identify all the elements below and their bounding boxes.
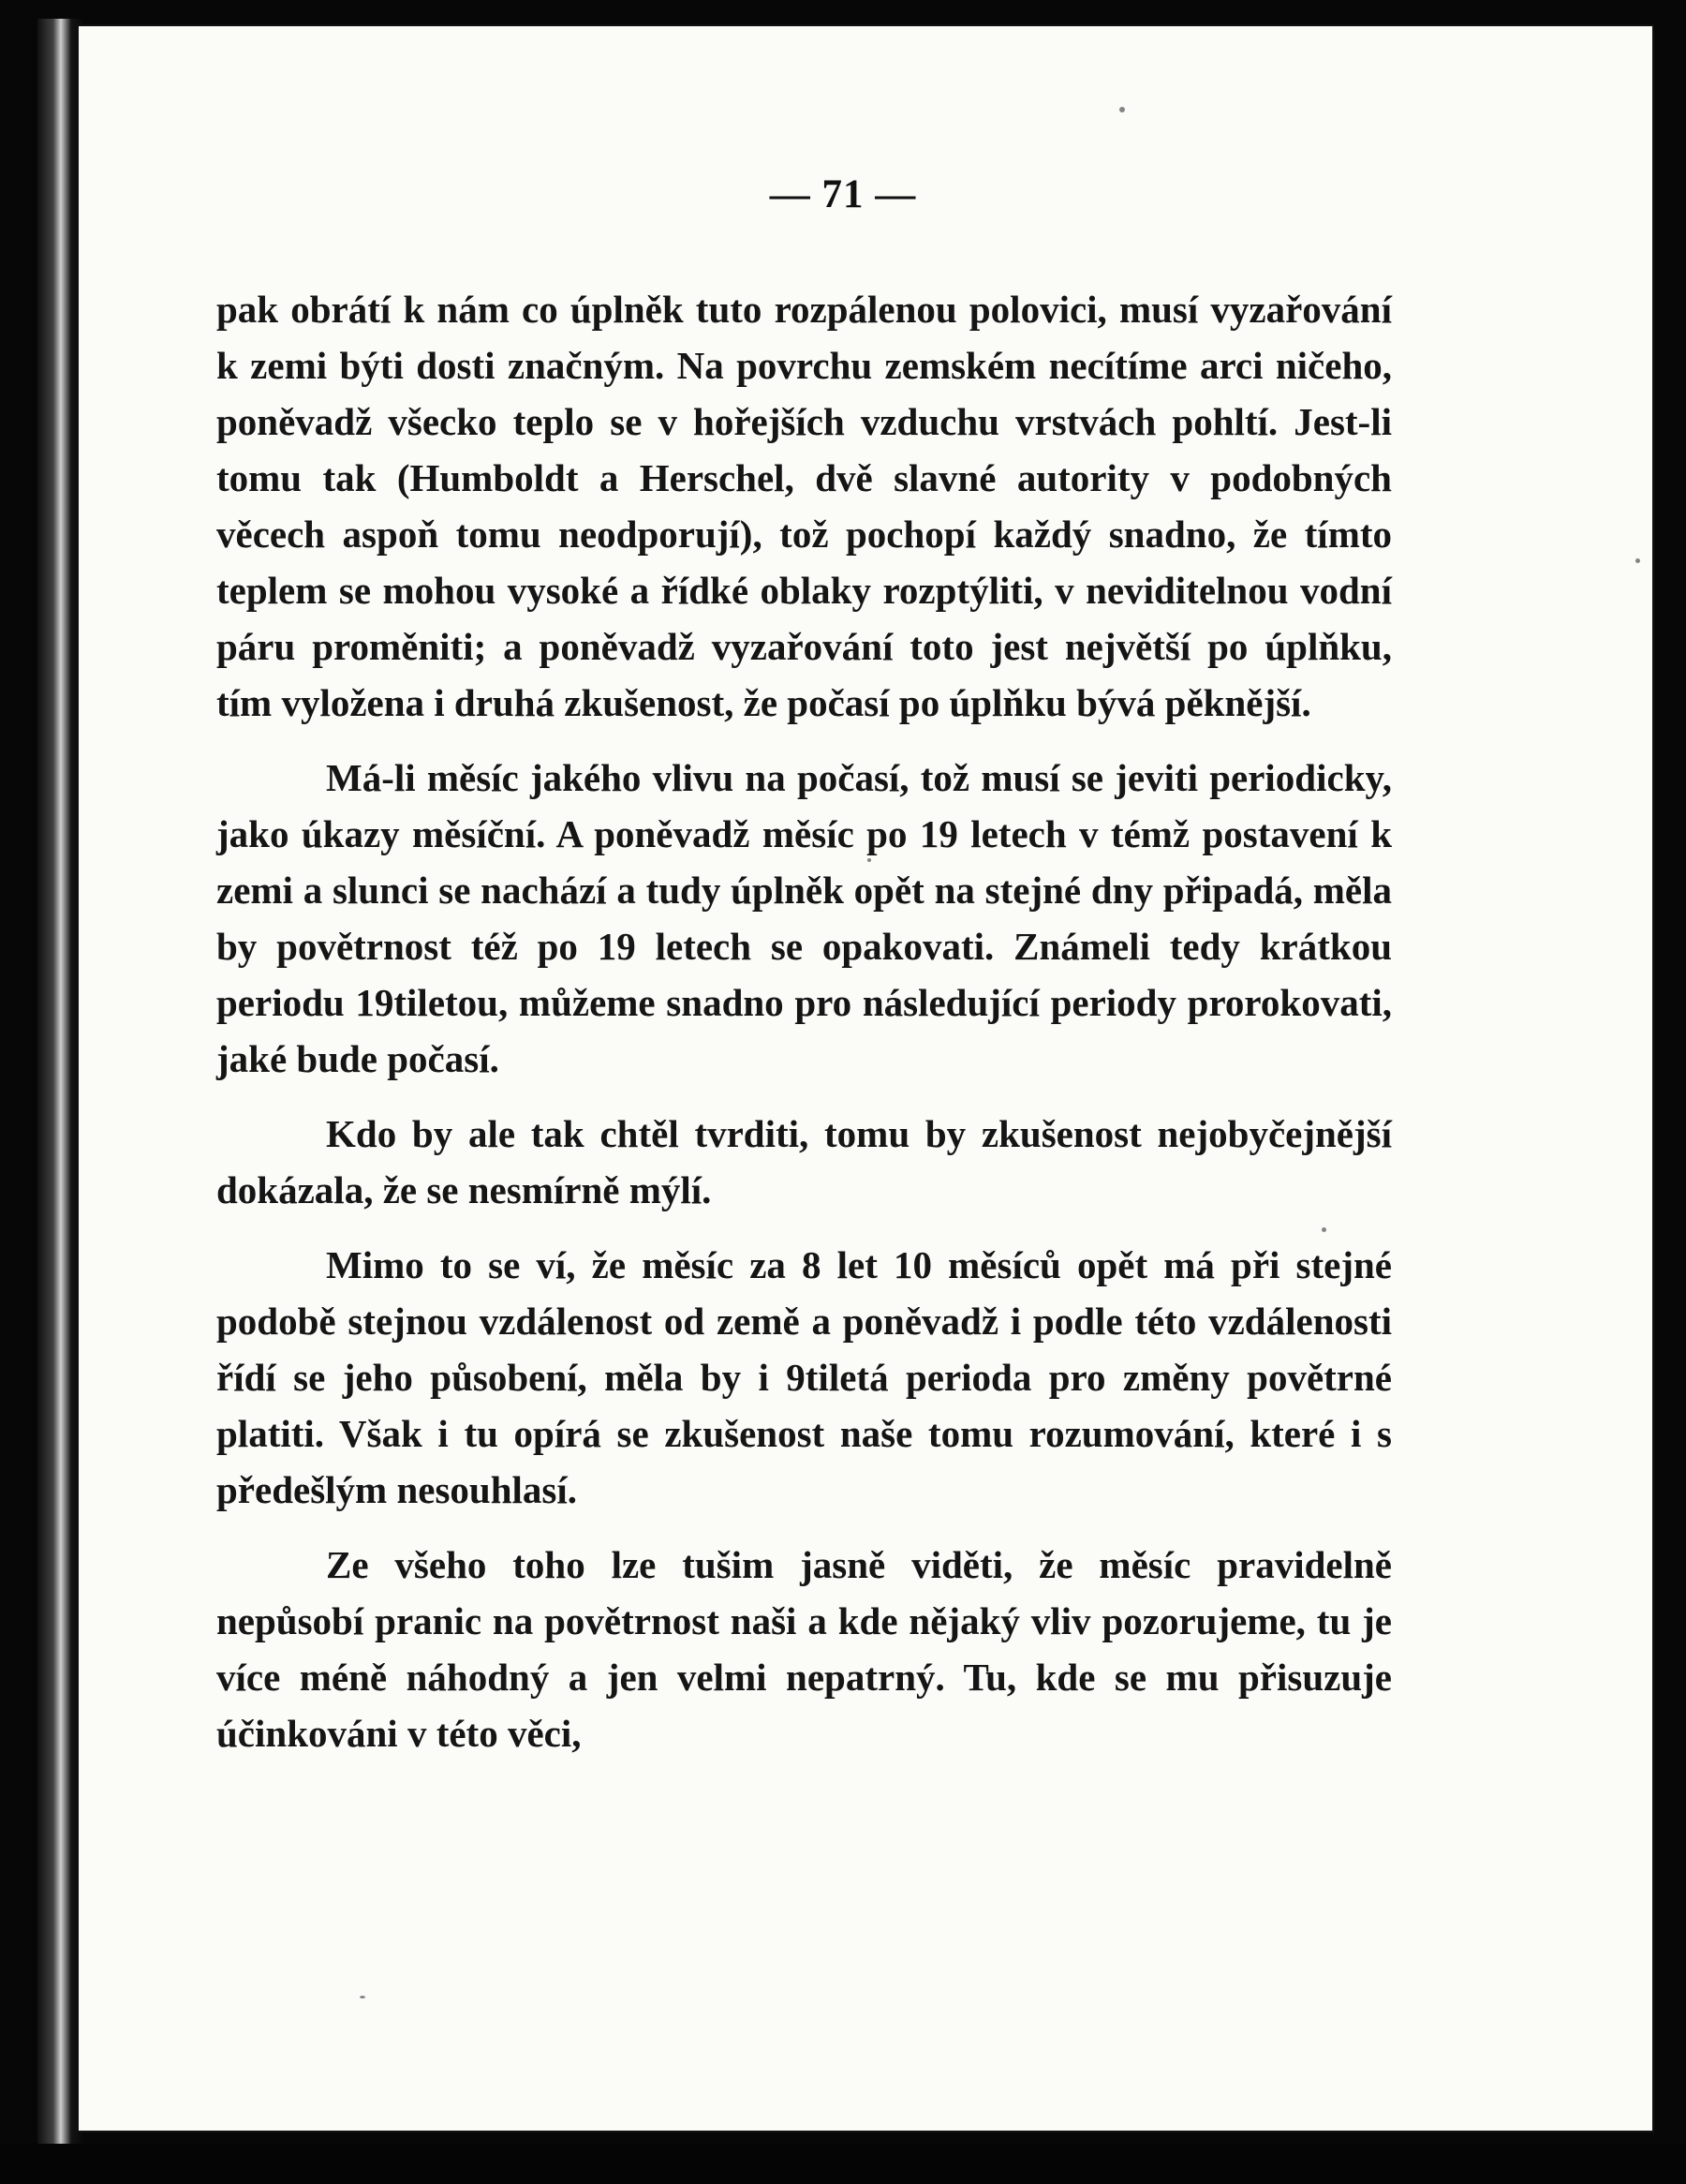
paper-speck	[1635, 558, 1640, 563]
scan-bottom-edge	[0, 2144, 1686, 2184]
paper-speck	[1119, 107, 1125, 112]
book-binding-edge	[37, 19, 82, 2146]
paragraph-3: Kdo by ale tak chtěl tvrditi, tomu by zkušenost nejobyčejnější dokázala, že se nesmírně mýlí.	[216, 1112, 1392, 1211]
paragraph-4: Mimo to se ví, že měsíc za 8 let 10 měsíců opět má při stejné podobě stejnou vzdálenost od země a poněvadž i podle této vzdálenosti řídí se jeho působení, měla by i 9tiletá perioda pro změny povětrné platiti. Však i tu opírá se zkušenost naše tomu rozumování, které i s předešlým nesouhlasí.	[216, 1243, 1392, 1511]
paper-speck	[360, 1996, 365, 1998]
body-text	[216, 281, 1392, 1761]
paragraph-1: pak obrátí k nám co úplněk tuto rozpálenou polovici, musí vyzařování k zemi býti dosti značným. Na povrchu zemském necítíme arci ničeho, poněvadž všecko teplo se v hořejších vzduchu vrstvách pohltí. Jest-li tomu tak (Humboldt a Herschel, dvě slavné autority v podobných věcech aspoň tomu neodporují), tož pochopí každý snadno, že tímto teplem se mohou vysoké a řídké oblaky rozptýliti, v neviditelnou vodní páru proměniti; a poněvadž vyzařování toto jest největší po úplňku, tím vyložena i druhá zkušenost, že počasí po úplňku bývá pěknější.	[216, 288, 1392, 724]
paper-speck	[867, 858, 871, 862]
paper-speck	[1322, 1227, 1326, 1232]
page-number: — 71 —	[769, 172, 917, 216]
paragraph-5: Ze všeho toho lze tušim jasně viděti, že měsíc pravidelně nepůsobí pranic na povětrnost naši a kde nějaký vliv pozorujeme, tu je více méně náhodný a jen velmi nepatrný. Tu, kde se mu přisuzuje účinkováni v této věci,	[216, 1543, 1392, 1755]
paragraph-2: Má-li měsíc jakého vlivu na počasí, tož musí se jeviti periodicky, jako úkazy měsíční. A poněvadž měsíc po 19 letech v témž postavení k zemi a slunci se nachází a tudy úplněk opět na stejné dny připadá, měla by povětrnost též po 19 letech se opakovati. Známeli tedy krátkou periodu 19tiletou, můžeme snadno pro následující periody prorokovati, jaké bude počasí.	[216, 756, 1392, 1080]
